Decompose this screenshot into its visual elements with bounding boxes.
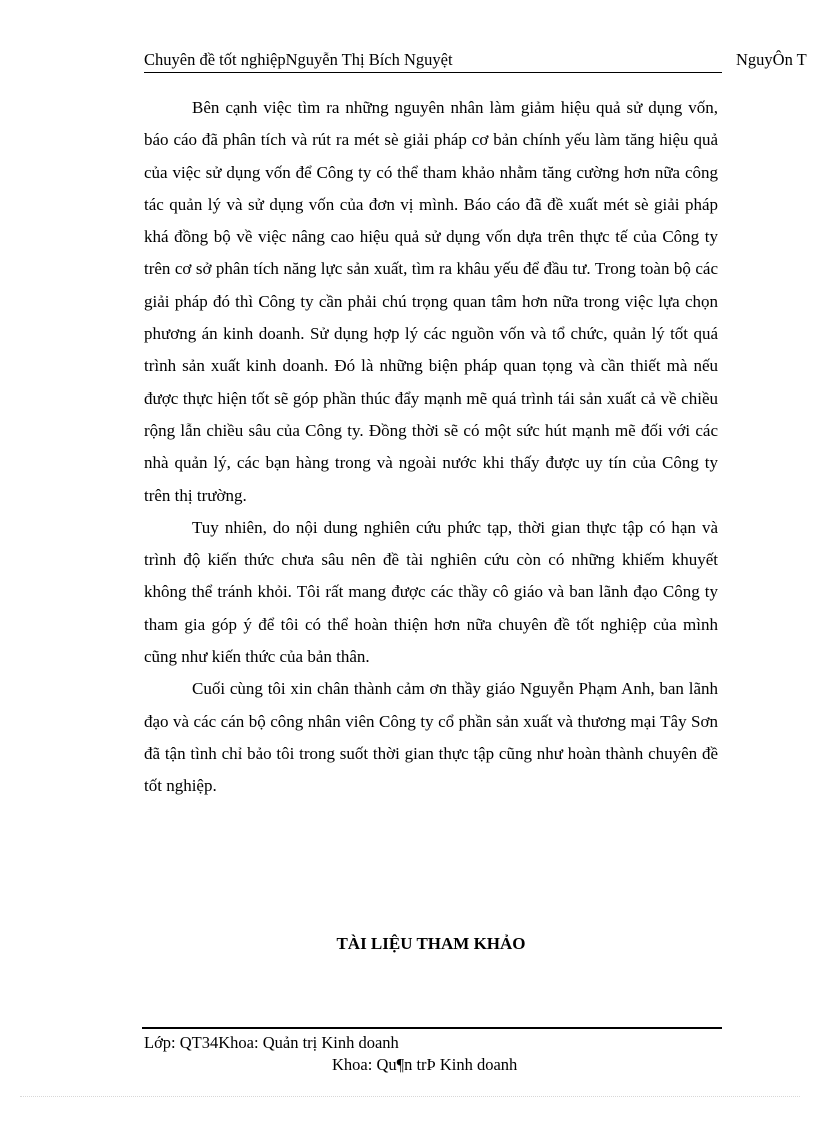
page-header bbox=[144, 48, 722, 73]
paragraph-limitations: Tuy nhiên, do nội dung nghiên cứu phức tạp, thời gian thực tập có hạn và trình độ kiến thức chưa sâu nên đề tài nghiên cứu còn có những khiếm khuyết không thể tránh khỏi. Tôi rất mang được các thầy cô giáo và ban lãnh đạo Công ty tham gia góp ý để tôi có thể hoàn thiện hơn nữa chuyên đề tốt nghiệp của mình cũng như kiến thức của bản thân. bbox=[144, 517, 718, 667]
paragraph-conclusion-solutions: Bên cạnh việc tìm ra những nguyên nhân làm giảm hiệu quả sử dụng vốn, báo cáo đã phân tích và rút ra mét sè giải pháp cơ bản chính yếu làm tăng hiệu quả của việc sử dụng vốn để Công ty có thể tham khảo nhằm tăng cường hơn nữa công tác quản lý và sử dụng vốn của đơn vị mình. Báo cáo đã đề xuất mét sè giải pháp khá đồng bộ về việc nâng cao hiệu quả sử dụng vốn dựa trên thực tế của Công ty trên cơ sở phân tích năng lực sản xuất, tìm ra khâu yếu để đầu tư. Trong toàn bộ các giải pháp đó thì Công ty cần phải chú trọng quan tâm hơn nữa trong việc lựa chọn phương án kinh doanh. Sử dụng hợp lý các nguồn vốn và tổ chức, quản lý tốt quá trình sản xuất kinh doanh. Đó là những biện pháp quan tọng và cần thiết mà nếu được thực hiện tốt sẽ góp phần thúc đẩy mạnh mẽ quá trình tái sản xuất cả về chiều rộng lẫn chiều sâu của Công ty. Đồng thời sẽ có một sức hút mạnh mẽ đối với các nhà quản lý, các bạn hàng trong và ngoài nước khi thấy được uy tín của Công ty trên thị trường. bbox=[144, 98, 718, 505]
references-heading: TÀI LIỆU THAM KHẢO bbox=[336, 934, 526, 953]
document-body bbox=[144, 92, 718, 803]
header-document-title: Chuyên đề tốt nghiệpNguyễn Thị Bích Nguyệt bbox=[144, 50, 453, 69]
footer-class-faculty: Lớp: QT34Khoa: Quản trị Kinh doanh bbox=[144, 1033, 399, 1052]
footer-faculty: Khoa: Qu¶n trÞ Kinh doanh bbox=[332, 1055, 518, 1074]
page-bottom-edge bbox=[20, 1096, 800, 1097]
paragraph-acknowledgements: Cuối cùng tôi xin chân thành cảm ơn thầy giáo Nguyễn Phạm Anh, ban lãnh đạo và các cán bộ công nhân viên Công ty cổ phần sản xuất và thương mại Tây Sơn đã tận tình chỉ bảo tôi trong suốt thời gian thực tập cũng như hoàn thành chuyên đề tốt nghiệp. bbox=[144, 679, 718, 796]
footer-divider bbox=[142, 1027, 722, 1029]
header-author-name: NguyÔn T bbox=[736, 50, 807, 69]
